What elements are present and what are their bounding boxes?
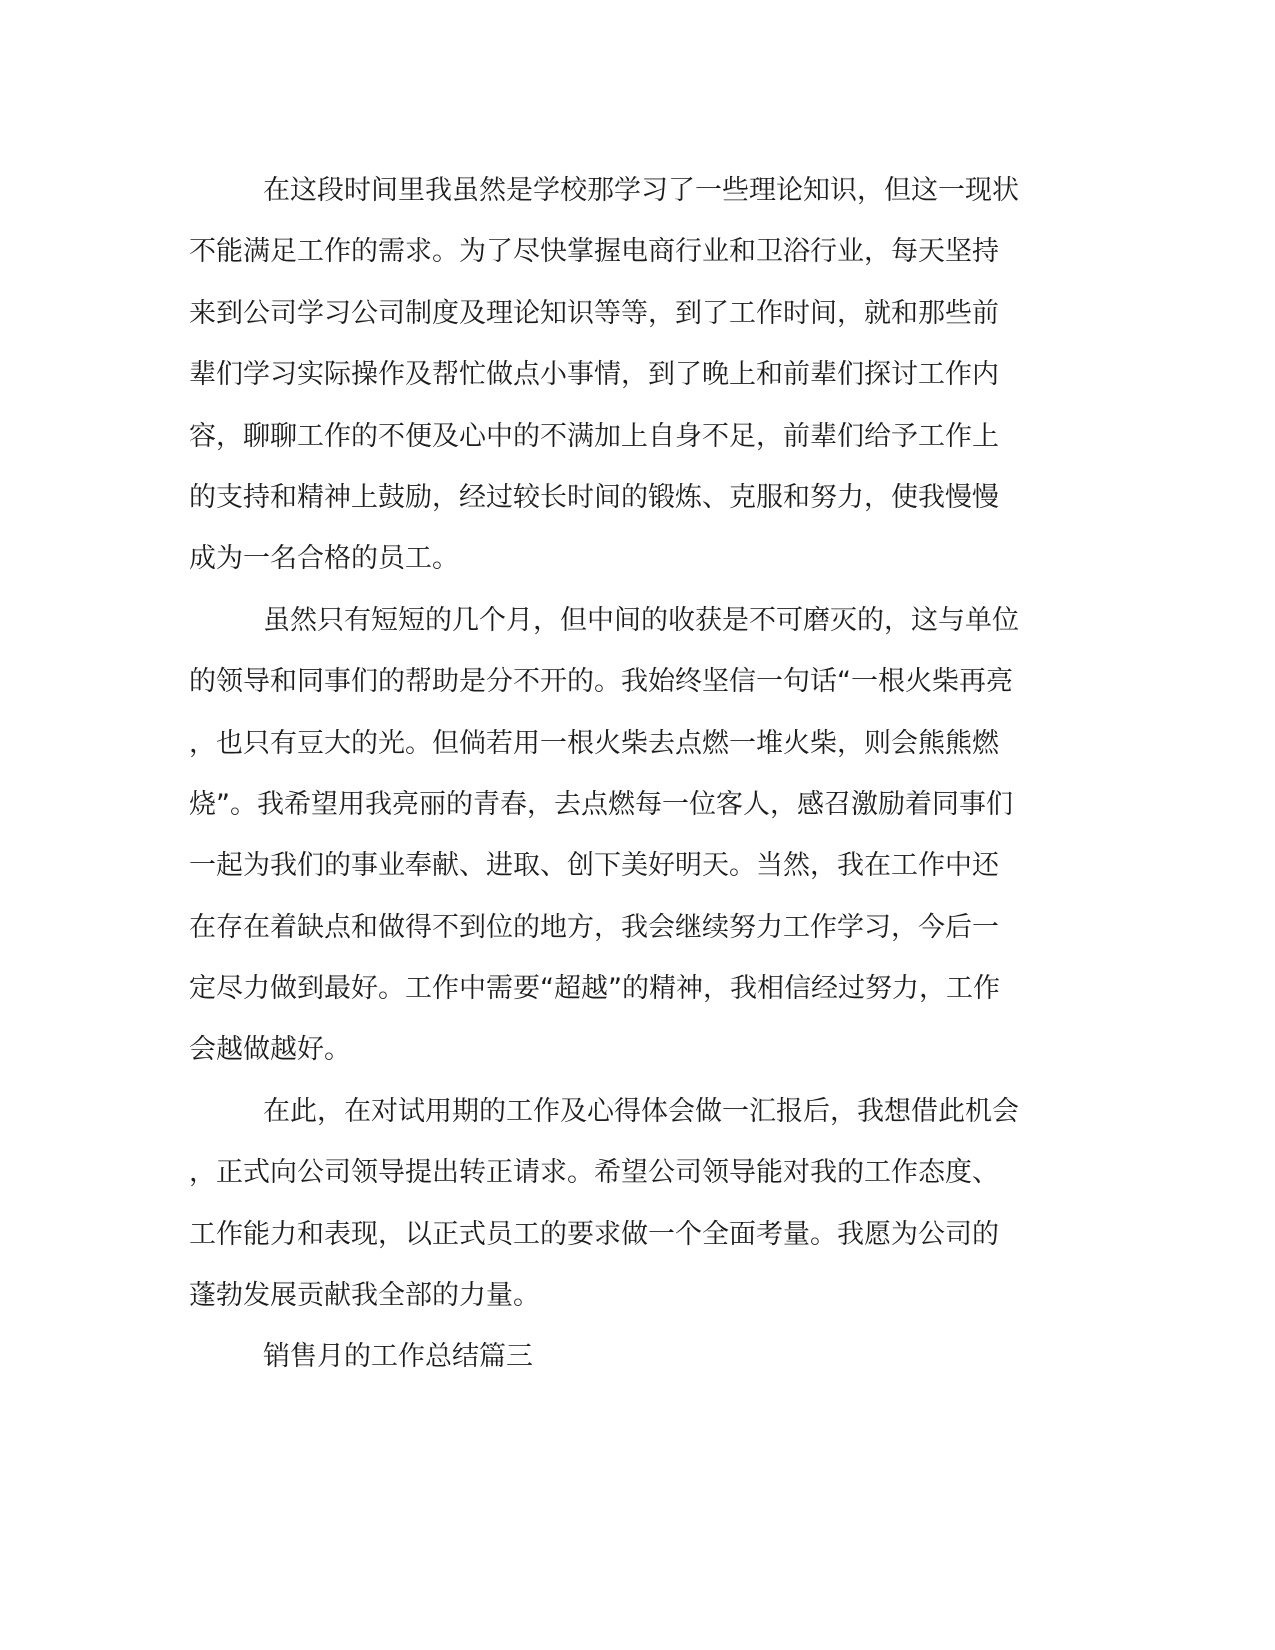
text-line: 的领导和同事们的帮助是分不开的。我始终坚信一句话“一根火柴再亮 [189,666,1013,698]
document-body [189,160,1079,1388]
paragraph-regularization-request [189,1081,1079,1327]
text-line: ，也只有豆大的光。但倘若用一根火柴去点燃一堆火柴，则会熊熊燃 [189,727,999,759]
heading-text: 销售月的工作总结篇三 [263,1341,533,1373]
text-line: 在此，在对试用期的工作及心得体会做一汇报后，我想借此机会 [263,1095,1019,1127]
text-line: 蓬勃发展贡献我全部的力量。 [189,1280,540,1312]
text-line: 容，聊聊工作的不便及心中的不满加上自身不足，前辈们给予工作上 [189,420,999,452]
text-line: 来到公司学习公司制度及理论知识等等，到了工作时间，就和那些前 [189,297,999,329]
text-line: 在这段时间里我虽然是学校那学习了一些理论知识，但这一现状 [263,175,1019,206]
text-line: 成为一名合格的员工。 [189,543,459,575]
text-line: 在存在着缺点和做得不到位的地方，我会继续努力工作学习，今后一 [189,911,999,943]
paragraph-harvest-reflection [189,590,1079,1081]
text-line: 一起为我们的事业奉献、进取、创下美好明天。当然，我在工作中还 [189,850,999,882]
section-heading [189,1326,1079,1387]
text-line: 烧”。我希望用我亮丽的青春，去点燃每一位客人，感召激励着同事们 [189,788,1013,820]
text-line: 的支持和精神上鼓励，经过较长时间的锻炼、克服和努力，使我慢慢 [189,481,999,513]
text-line: 不能满足工作的需求。为了尽快掌握电商行业和卫浴行业，每天坚持 [189,236,999,268]
paragraph-probation-learning [189,160,1079,590]
text-line: 会越做越好。 [189,1034,351,1066]
text-line: 虽然只有短短的几个月，但中间的收获是不可磨灭的，这与单位 [263,604,1019,636]
text-line: 辈们学习实际操作及帮忙做点小事情，到了晚上和前辈们探讨工作内 [189,359,999,391]
text-line: 工作能力和表现，以正式员工的要求做一个全面考量。我愿为公司的 [189,1218,999,1250]
text-line: 定尽力做到最好。工作中需要“超越”的精神，我相信经过努力，工作 [189,973,1000,1005]
text-line: ，正式向公司领导提出转正请求。希望公司领导能对我的工作态度、 [189,1157,999,1189]
